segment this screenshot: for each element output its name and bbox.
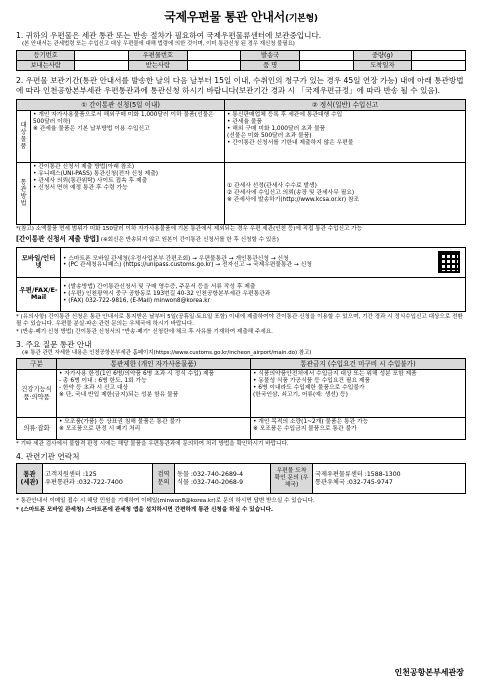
faq-row-health-prohibited: • 식품의약품안전처에서 수입금지 대상 또는 위해 성분 포함 제품 • 동물성 식품 가공식품 등 수입요건 필요 제품 • 6병 이내라도 수입제한 물품으로 수입불가 (한국인삼, 쇠고기, 어류(예: 생선) 등) (251, 370, 466, 418)
mobile-line-1: • 스마트폰 모바일 관세청(우정사업본부 간편조회) → 우편물통관 → 개인통관신청 → 신청 (63, 255, 289, 262)
label-sender: 보내는사람 (17, 60, 75, 70)
mobile-internet-cell (61, 247, 466, 277)
post-fax-email-cell (61, 277, 466, 311)
section-2-note-2 (16, 235, 466, 244)
section-3 (16, 340, 466, 448)
section-4 (16, 452, 466, 494)
section-1-heading: 1. 귀하의 우편물은 세관 통관 또는 반송 절차가 필요하여 국제우편물류센터에 보관중입니다. (16, 31, 322, 40)
mobile-line-2: • (PC 관세청유니패스) (https://unipass.customs.go.kr) → 전자신고 → 국제우편물통관 → 신청 (63, 262, 312, 269)
label-clearance-method: 통관방법 (17, 163, 31, 225)
label-weight: 중량(g) (353, 50, 411, 60)
section-2-heading: 2. 우편물 보관기간(통관 안내서를 발송한 날의 다음 날부터 15일 이내, 수취인의 청구가 있는 경우 45일 연장 가능) 내에 아래 통관방법에 따라 인천공항본부세관 우편통관과에 통관신청 하시기 바랍니다(보관기간 경과 시 「국제우편규정」에 따라 반송 될 수 있음). (16, 75, 464, 96)
title-sub: (기본형) (284, 14, 318, 24)
label-recipient: 받는사람 (129, 60, 187, 70)
parcel-info-table (16, 50, 466, 71)
post-line-1: • (발송방법) 간이통관신청서 및 구매 영수증, 주문서 등을 서류 작성 후 제출 (63, 284, 256, 291)
label-customs: 통관(세관) (17, 464, 43, 494)
title-main: 국제우편물 통관 안내서 (164, 10, 285, 24)
warning-note-1: * (유의사항) 간이통관 신청은 통관 안내서로 통지받은 날부터 5일(공휴일·토요일 포함) 이내에 제출하여야 간이통관 신청을 이용할 수 있으며, 기간 경과 시 정식수입신고 대상으로 전환될 수 있습니다. 우편물 분실·파손 관련 문의는 우체국에 하시기 바랍니다. (16, 313, 463, 327)
simple-target-text: • 개인 자가사용물품으로서 해외구매 미화 1,000달러 이하 물품(선물은 500달러 이하) ※ 관세율 물품은 기본 납부방법 이용 수입신고 (31, 111, 225, 163)
faq-row-goods-prohibited: • 개인 목적의 소량(1~2개) 물품은 통관 가능 ※ 모조품은 수입금지 물품으로 통관 불가 (251, 418, 466, 440)
formal-target-text: • 통신판매업체 등록 후 세관에 통관대행 수입 • 관세율 물품 • 해외 구매 미화 1,000달러 초과 물품 (선물은 미화 500달러 초과 물품) • 간이통관 신청서를 기한내 제출하지 않은 우편물 (225, 111, 466, 163)
faq-col-prohibited: 통관금지 (수입요건 미구비 시 수입불가) (251, 359, 466, 370)
label-target-goods: 대상물품 (17, 111, 31, 163)
value-item-name (299, 60, 353, 70)
submit-method-heading: [간이통관 신청서 제출 방법] (16, 235, 99, 244)
label-mobile-internet: 모바일/인터넷 (17, 247, 61, 277)
label-quarantine: 검역문의 (153, 464, 175, 494)
value-weight (412, 50, 466, 60)
simple-clearance-header: ① 간이통관 신청(5일 이내) (17, 100, 225, 111)
section-1-note: (본 안내서는 관세법령 또는 수입신고 대상 우편물에 대해 법령에 의한 것이며, 이미 통관신청 된 경우 재신청 불필요) (22, 41, 295, 48)
page-title (16, 10, 466, 28)
faq-table (16, 358, 466, 440)
value-parcel-no (187, 50, 241, 60)
warning-note-2: * (반송·폐기 신청 방법) 간이통관 신청서의 "반송·폐기" 신청란에 체크 후 사유를 기재하여 제출해 주세요. (16, 328, 273, 335)
label-arrival-date: 도착일자 (353, 60, 411, 70)
contacts-table (16, 463, 466, 494)
faq-col-restricted: 통관제한 (개인 자가사용물품) (57, 359, 251, 370)
value-sender (75, 60, 129, 70)
section-3-heading: 3. 주요 질문 통관 안내 (16, 340, 92, 350)
post-line-3: • (FAX) 032-722-9816, (E-Mail) minwon8@korea.kr (63, 297, 211, 304)
faq-row-health-label: 건강기능식품·의약품 (17, 370, 57, 418)
post-office-contacts: 국제우편물류센터 :1588-1300 통관우체국 :032-745-9747 (313, 464, 466, 494)
section-4-heading: 4. 관련기관 연락처 (16, 452, 80, 462)
faq-row-health-restricted: • 자가사용 한정(1인 6병/의약품 6병 초과 시 정식 수입) 제품 - 총 6병 이내 : 6병 한도, 1회 가능 - 한약 등 초과 시 신고 대상 ※ 단, 국내 반입 제한(금지)되는 성분 함유 물품 (57, 370, 251, 418)
faq-row-goods-label: 의류·잡화 (17, 418, 57, 440)
customs-contacts: 고객지원센터 :125 우편통관과 :032-722-7400 (43, 464, 153, 494)
section-1 (16, 31, 466, 71)
label-post-fax-email: 우편/FAX/E-Mail (17, 277, 61, 311)
issuing-office: 인천공항본부세관장 (394, 668, 464, 678)
footer-note-2: * (스마트폰 모바일 관세청) 스마트폰에 관세청 앱을 설치하시면 간편하게 통관 신청을 하실 수 있습니다. (16, 507, 274, 514)
value-recipient (187, 60, 241, 70)
label-registration-no: 등기번호 (17, 50, 75, 60)
faq-row-goods-restricted: • 모조품(가품) 등 상표권 침해 물품은 통관 불가 ※ 모조품으로 판정 시 폐기 처리 (57, 418, 251, 440)
simple-method-text: • 간이통관 신청서 제출 방법(아래 참조) • 유니패스(UNI-PASS) 통관신청(전자 신청 제출) • 관세사 의뢰(통관위탁) 사이트 접속 후 제출 • 신청서 면허 예정 통관 후 수령 가능 (31, 163, 225, 225)
label-post-office: 우편물 도착 확인 문의 (우체국) (271, 464, 313, 494)
submission-table (16, 247, 466, 312)
formal-method-text: ① 관세사 선정(관세사 수수료 발생) ② 관세사에 수입신고 의뢰(송장 및 관세사무 필요) ※ 관세사에 발송하기(http://www.kcsa.or.kr) 참조 (225, 163, 466, 225)
section-3-note: (※ 통관 관련 자세한 내용은 인천공항본부세관 홈페이지(https://www.customs.go.kr/incheon_airport/main.do) 참고) (22, 349, 312, 356)
section-2-note-1: *(참고) 소액물품 면세 범위가 미화 150달러 이하 자가사용물품에 기본 통관에서 제외되는 경우 우편 세관(인천 등)에 직접 통관 수입신고 가능 (16, 226, 363, 233)
clearance-methods-table (16, 99, 466, 225)
section-3-note-2: * 기타 세관 검사에서 불합격 판정 시에는 해당 물품을 우편통관과에 문의하여 처리 방법을 확인하시기 바랍니다. (16, 441, 289, 448)
label-item-name: 품 명 (241, 60, 299, 70)
footer-note-1: * 통관안내서 이메일 접수 시 해당 민원을 기재하여 이메일(minwon8@korea.kr)로 문의 하시면 답변 받으실 수 있습니다. (16, 498, 315, 505)
post-line-2: • (우편) 인천광역시 중구 공항동로 193번길 40-32 인천공항본부세관 우편통관과 (63, 290, 271, 297)
quarantine-contacts: 동물 :032-740-2689-4 식물 :032-740-2068-9 (175, 464, 271, 494)
value-arrival-date (412, 60, 466, 70)
formal-import-header: ② 정식(일반) 수입신고 (225, 100, 466, 111)
label-parcel-no: 우편물번호 (129, 50, 187, 60)
submit-method-note: (※회신은 반송되지 않고 원본이 간이통관 신청서를 한 후 신청할 수 있음) (98, 237, 279, 244)
qr-code-icon[interactable] (438, 251, 460, 273)
parcel-info-row (17, 50, 466, 60)
label-origin-country: 발송국 (241, 50, 299, 60)
faq-col-category: 구분 (17, 359, 57, 370)
parcel-info-row (17, 60, 466, 70)
value-registration-no (75, 50, 129, 60)
value-origin-country (299, 50, 353, 60)
section-2 (16, 76, 466, 244)
